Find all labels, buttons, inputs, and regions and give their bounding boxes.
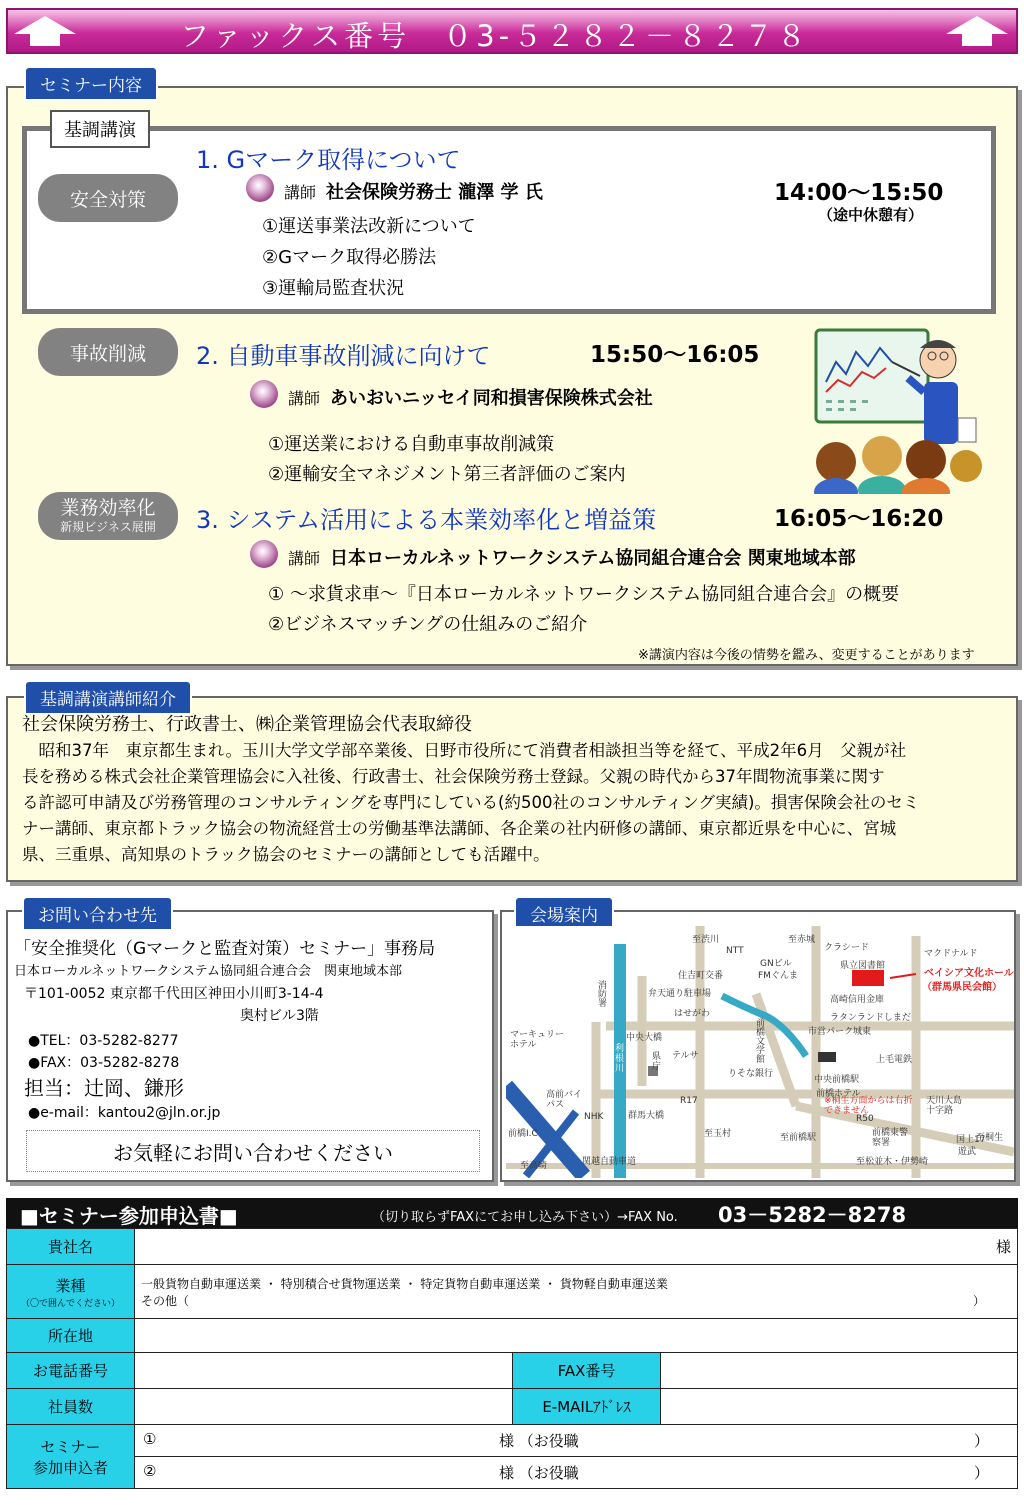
program-time: 16:05～16:20 [774, 506, 944, 532]
industry-other: その他（ [141, 1293, 190, 1308]
bullet-icon [250, 540, 278, 568]
map-label: りそな銀行 [728, 1069, 774, 1079]
category-badge: 事故削減 [38, 328, 178, 376]
map-label: テルサ [672, 1051, 699, 1061]
industry-options: 一般貨物自動車運送業 ・ 特別積合せ貨物運送業 ・ 特定貨物自動車運送業 ・ 貨物軽自動車運送業 [141, 1276, 668, 1291]
up-arrow-icon [944, 14, 1010, 48]
close-paren: ） [973, 1464, 989, 1482]
phone-field[interactable] [135, 1353, 513, 1389]
industry-sub-label: （〇で囲んでください） [20, 1298, 120, 1309]
form-title: ■セミナー参加申込書■ [20, 1204, 238, 1228]
program-title: 2. 自動車事故削減に向けて [196, 342, 491, 370]
presenter-illustration [812, 322, 982, 494]
category-badge [38, 492, 178, 540]
lecturer-name: 日本ローカルネットワークシステム協同組合連合会 関東地域本部 [330, 548, 856, 569]
map-label: 中央前橋駅 [814, 1075, 860, 1085]
map-label: NTT [726, 946, 744, 956]
map-label: マーキュリーホテル [510, 1030, 565, 1050]
program-title: 3. システム活用による本業効率化と増益策 [196, 506, 657, 534]
up-arrow-icon [12, 14, 78, 48]
fax: ●FAX：03-5282-8278 [28, 1055, 180, 1071]
map-label: 利根川 [615, 1044, 625, 1074]
address-line: 〒101-0052 東京都千代田区神田小川町3-14-4 [24, 986, 324, 1002]
company-label: 貴社名 [7, 1229, 135, 1265]
industry-label [7, 1265, 135, 1319]
staff-field[interactable] [135, 1389, 513, 1425]
applicant-no: ② [143, 1462, 157, 1480]
bullet-icon [246, 174, 274, 202]
applicant-label-line: 参加申込者 [32, 1458, 108, 1477]
map-label: 関越自動車道 [582, 1157, 637, 1167]
map-label: 至玉村 [704, 1129, 732, 1139]
lecturer-label: 講師 [288, 549, 321, 568]
map-label: 前橋ホテル [816, 1089, 861, 1099]
program-item: ①運送事業法改新について [262, 216, 476, 237]
map-label: クラシード [824, 943, 870, 953]
office-name: 「安全推奨化（Gマークと監査対策）セミナー」事務局 [14, 939, 436, 959]
close-paren: ） [973, 1432, 989, 1450]
applicant-row[interactable] [135, 1425, 1018, 1457]
program-time: 14:00～15:50 [774, 180, 944, 206]
fax-field[interactable] [661, 1353, 1018, 1389]
venue-label: ベイシア文化ホール [924, 968, 1014, 979]
program-item: ②運輸安全マネジメント第三者評価のご案内 [268, 464, 626, 485]
bio-line: ナー講師、東京都トラック協会の物流経営士の労働基準法講師、各企業の社内研修の講師、東京都近県を中心に、宮城 [22, 819, 897, 838]
category-badge: 安全対策 [38, 174, 178, 222]
address-building: 奥村ビル3階 [240, 1008, 319, 1024]
program-item: ①運送業における自動車事故削減策 [268, 434, 555, 455]
lecturer-label: 講師 [284, 183, 317, 202]
map-label: 県立図書館 [840, 961, 886, 971]
applicant-suffix: 様 （お役職 [499, 1464, 579, 1482]
email-label: E-MAILｱﾄﾞﾚｽ [513, 1389, 661, 1425]
bio-line: 長を務める株式会社企業管理協会に入社後、行政書士、社会保険労務士登録。父親の時代から37年間物流事業に関す [22, 767, 885, 786]
form-fax: 03－5282－8278 [718, 1203, 907, 1227]
address-label: 所在地 [7, 1319, 135, 1353]
map-label: R50 [856, 1114, 874, 1124]
industry-field[interactable] [135, 1265, 1018, 1319]
staff-label: 社員数 [7, 1389, 135, 1425]
applicant-row[interactable] [135, 1457, 1018, 1489]
keynote-tab: 基調講演 [50, 110, 150, 148]
map-label: 至渋川 [692, 935, 720, 945]
lecturer [288, 544, 856, 570]
bio-line: 昭和37年 東京都生まれ。玉川大学文学部卒業後、日野市役所にて消費者相談担当等を経て、平成2年6月 父親が社 [22, 741, 907, 760]
map-label: 前橋東警察署 [872, 1128, 909, 1148]
map-label: マクドナルド [924, 949, 978, 959]
applicant-label-line: セミナー [40, 1437, 101, 1456]
map-label: 市営パーク城東 [808, 1027, 872, 1037]
map-label: 県庁 [652, 1052, 662, 1072]
map-label: GNビル [760, 959, 792, 969]
seminar-note: ※講演内容は今後の情勢を鑑み、変更することがあります [638, 648, 975, 663]
program-time: 15:50～16:05 [590, 342, 760, 368]
time-note: （途中休憩有） [818, 206, 924, 224]
address-field[interactable] [135, 1319, 1018, 1353]
form-note: （切り取らずFAXにてお申し込み下さい）→FAX No. [372, 1210, 678, 1225]
map-label: R17 [680, 1096, 698, 1106]
map-label: 高崎信用金庫 [830, 995, 885, 1005]
close-paren: ） [972, 1293, 985, 1308]
map-label: 消防署 [598, 981, 608, 1009]
map-tab: 会場案内 [514, 896, 614, 931]
applicant-no: ① [143, 1430, 157, 1448]
map-label: 高前バイパス [546, 1090, 583, 1110]
lecturer [288, 384, 653, 410]
map-label: 至松並木・伊勢崎 [856, 1157, 929, 1167]
org-name: 日本ローカルネットワークシステム協同組合連合会 関東地域本部 [14, 964, 403, 979]
map-label: NHK [584, 1112, 604, 1122]
lecturer-name: あいおいニッセイ同和損害保険株式会社 [330, 388, 653, 409]
map-label: 遊武 [958, 1147, 977, 1157]
program-item: ① ～求貨求車～『日本ローカルネットワークシステム協同組合連合会』の概要 [268, 584, 900, 605]
venue-sub-label: （群馬県民会館） [922, 982, 1002, 993]
seminar-tab: セミナー内容 [24, 66, 158, 101]
category-sub-label: 新規ビジネス展開 [60, 520, 156, 534]
email-field[interactable] [661, 1389, 1018, 1425]
map-label: 上毛電鉄 [876, 1055, 913, 1065]
form-header [6, 1198, 1018, 1228]
map-label: 弁天通り駐車場 [648, 989, 712, 999]
program-title: 1. Gマーク取得について [196, 146, 461, 174]
map-label: 前橋文学館 [756, 1019, 766, 1065]
map-label: 至桐生 [976, 1133, 1004, 1143]
lecturer-label: 講師 [288, 389, 321, 408]
application-form [6, 1228, 1018, 1489]
bullet-icon [250, 380, 278, 408]
fax-label: FAX番号 [513, 1353, 661, 1389]
map-label: 至高崎 [520, 1161, 548, 1171]
bio-line: る許認可申請及び労務管理のコンサルティングを専門にしている(約500社のコンサルティング実績)。損害保険会社のセミ [22, 793, 920, 812]
applicant-label [7, 1425, 135, 1489]
program-item: ③運輸局監査状況 [262, 278, 405, 299]
applicant-suffix: 様 （お役職 [499, 1432, 579, 1450]
contact-cta: お気軽にお問い合わせください [26, 1130, 480, 1172]
tel: ●TEL：03-5282-8277 [28, 1033, 179, 1049]
banner-title: ファックス番号 ０3-５２８２－８２７８ [180, 19, 811, 53]
program-item: ②Gマーク取得必勝法 [262, 247, 437, 268]
map-label: 天川大島十字路 [926, 1096, 963, 1116]
map-label: 中央大橋 [626, 1033, 663, 1043]
category-label: 業務効率化 [60, 497, 156, 519]
map-label: 群馬大橋 [628, 1111, 665, 1121]
map-label: 国上17 [956, 1135, 986, 1145]
company-field[interactable] [135, 1229, 1018, 1265]
person-in-charge: 担当：辻岡、鎌形 [24, 1076, 184, 1100]
bio-line: 県、三重県、高知県のトラック協会のセミナーの講師としても活躍中。 [22, 845, 550, 864]
email[interactable]: ●e-mail：kantou2@jln.or.jp [28, 1105, 221, 1121]
map-label: FMぐんま [758, 971, 798, 981]
bio-text [22, 712, 1002, 868]
map-label: 至赤城 [788, 935, 816, 945]
industry-label-text: 業種 [55, 1276, 86, 1295]
bio-tab: 基調講演講師紹介 [24, 680, 192, 715]
program-item: ②ビジネスマッチングの仕組みのご紹介 [268, 614, 588, 635]
lecturer [284, 178, 543, 204]
company-suffix: 様 [995, 1238, 1011, 1256]
map-label: 至前橋駅 [780, 1133, 817, 1143]
phone-label: お電話番号 [7, 1353, 135, 1389]
bio-line: 社会保険労務士、行政書士、㈱企業管理協会代表取締役 [22, 714, 472, 735]
map-label: ラタンランドしまだ [830, 1013, 911, 1023]
map-label: はせがわ [674, 1009, 711, 1019]
venue-map [506, 926, 1014, 1178]
map-warning: ※桐生方面からは右折できません [824, 1096, 913, 1116]
lecturer-name: 社会保険労務士 瀧澤 学 氏 [326, 182, 543, 203]
map-label: 住吉町交番 [678, 971, 724, 981]
map-label: 前橋I.C [508, 1129, 538, 1139]
contact-tab: お問い合わせ先 [22, 896, 173, 931]
